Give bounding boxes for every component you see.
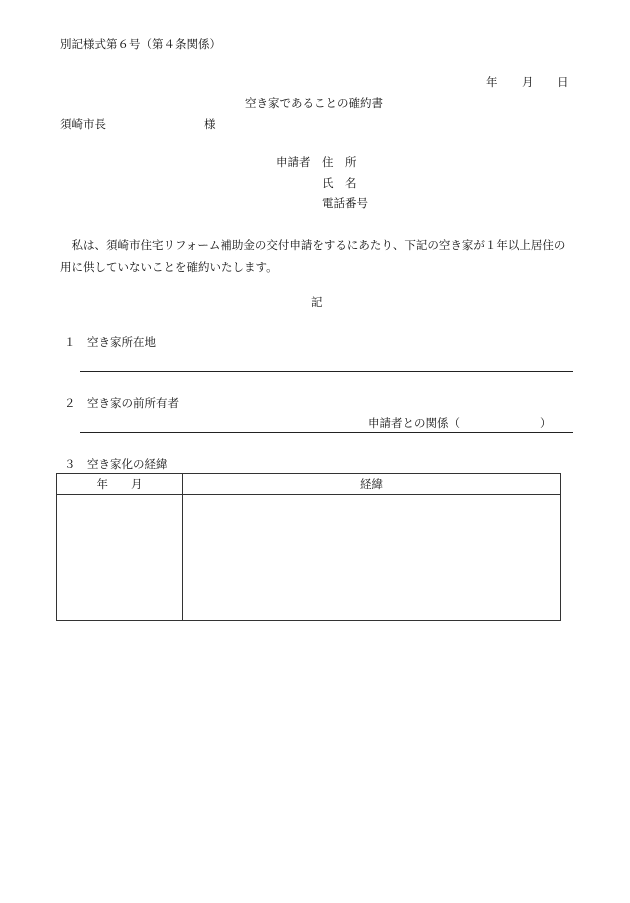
applicant-name-label: 氏 名 [322, 176, 357, 190]
addressee-name: 須崎市長 [60, 117, 106, 131]
date-day-label: 日 [557, 75, 569, 89]
relation-close: ） [540, 416, 552, 430]
history-col-date: 年 月 [57, 474, 183, 495]
applicant-label: 申請者 [276, 155, 311, 169]
relation-label: 申請者との関係（ [368, 416, 460, 430]
history-details-cell[interactable] [183, 495, 561, 621]
item-history-label: ３ 空き家化の経緯 [64, 457, 168, 471]
location-underline[interactable] [80, 371, 573, 372]
date-year-label: 年 [486, 75, 498, 89]
history-table [56, 473, 561, 621]
date-month-label: 月 [522, 75, 534, 89]
previous-owner-underline[interactable] [80, 432, 573, 433]
form-number: 別記様式第６号（第４条関係） [60, 37, 221, 51]
applicant-phone-label: 電話番号 [322, 196, 368, 210]
history-date-cell[interactable] [57, 495, 183, 621]
history-table-header [57, 474, 561, 495]
addressee-honorific: 様 [204, 117, 216, 131]
history-table-row [57, 495, 561, 621]
document-title: 空き家であることの確約書 [245, 96, 383, 110]
ki-heading: 記 [311, 295, 323, 309]
item-location-label: １ 空き家所在地 [64, 335, 156, 349]
applicant-address-label: 住 所 [322, 155, 357, 169]
history-col-details: 経緯 [183, 474, 561, 495]
statement-paragraph: 私は、須崎市住宅リフォーム補助金の交付申請をするにあたり、下記の空き家が１年以上居住の用に供していないことを確約いたします。 [60, 238, 566, 274]
item-previous-owner-label: ２ 空き家の前所有者 [64, 396, 179, 410]
